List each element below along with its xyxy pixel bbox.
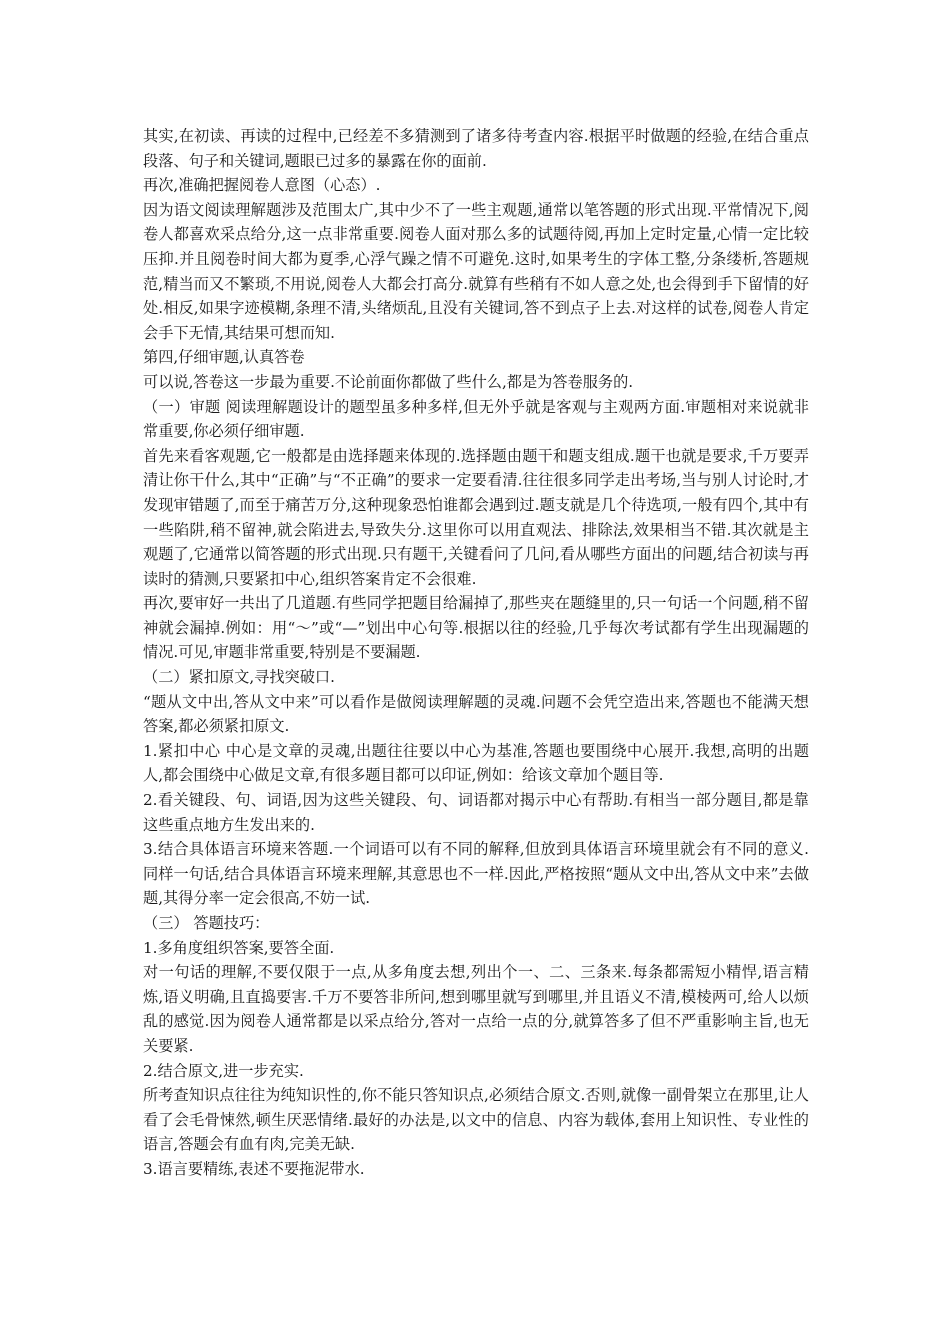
paragraph-multi-angle-detail: 对一句话的理解,不要仅限于一点,从多角度去想,列出个一、二、三条来.每条都需短小精悍,语言精炼,语义明确,且直捣要害.千万不要答非所问,想到哪里就写到哪里,并且语义不清,模棱两可,给人以烦乱的感觉.因为阅卷人通常都是以采点给分,答对一点给一点的分,就算答多了但不严重影响主旨,也无关要紧. (143, 963, 809, 1055)
paragraph-count-questions: 再次,要审好一共出了几道题.有些同学把题目给漏掉了,那些夹在题缝里的,只一句话一个问题,稍不留神就会漏掉.例如：用“～”或“—”划出中心句等.根据以往的经验,几乎每次考试都有学生出现漏题的情况.可见,审题非常重要,特别是不要漏题. (143, 594, 809, 662)
paragraph-grader-intent: 再次,准确把握阅卷人意图（心态）. (143, 176, 381, 195)
item-language-context: 3.结合具体语言环境来答题.一个词语可以有不同的解释,但放到具体语言环境里就会有不同的意义.同样一句话,结合具体语言环境来理解,其意思也不一样.因此,严格按照“题从文中出,答从文中来”去做题,其得分率一定会很高,不妨一试. (143, 840, 809, 908)
item-key-sentences: 2.看关键段、句、词语,因为这些关键段、句、词语都对揭示中心有帮助.有相当一部分题目,都是靠这些重点地方生发出来的. (143, 791, 809, 834)
section-two-original-text: （二）紧扣原文,寻找突破口. (143, 668, 335, 687)
paragraph-subjective-grading: 因为语文阅读理解题涉及范围太广,其中少不了一些主观题,通常以笔答题的形式出现.平常情况下,阅卷人都喜欢采点给分,这一点非常重要.阅卷人面对那么多的试题待阅,再加上定时定量,心情一定比较压抑.并且阅卷时间大都为夏季,心浮气躁之情不可避免.这时,如果考生的字体工整,分条缕析,答题规范,精当而又不繁琐,不用说,阅卷人大都会打高分.就算有些稍有不如人意之处,也会得到手下留情的好处.相反,如果字迹模糊,条理不清,头绪烦乱,且没有关键词,答不到点子上去.对这样的试卷,阅卷人肯定会手下无情,其结果可想而知. (143, 200, 809, 342)
paragraph-answer-importance: 可以说,答卷这一步最为重要.不论前面你都做了些什么,都是为答卷服务的. (143, 372, 634, 391)
paragraph-objective-questions: 首先来看客观题,它一般都是由选择题来体现的.选择题由题干和题支组成.题干也就是要求,千万要弄清让你干什么,其中“正确”与“不正确”的要求一定要看清.往往很多同学走出考场,当与别人讨论时,才发现审错题了,而至于痛苦万分,这种现象恐怕谁都会遇到过.题支就是几个待选项,一般有四个,其中有一些陷阱,稍不留神,就会陷进去,导致失分.这里你可以用直观法、排除法,效果相当不错.其次就是主观题了,它通常以简答题的形式出现.只有题干,关键看问了几问,看从哪些方面出的问题,结合初读与再读时的猜测,只要紧扣中心,组织答案肯定不会很难. (143, 446, 809, 588)
item-combine-text: 2.结合原文,进一步充实. (143, 1061, 304, 1080)
paragraph-guess-content: 其实,在初读、再读的过程中,已经差不多猜测到了诸多待考查内容.根据平时做题的经验,在结合重点段落、句子和关键词,题眼已过多的暴露在你的面前. (143, 127, 809, 170)
heading-step-four: 第四,仔细审题,认真答卷 (143, 348, 305, 367)
section-three-techniques: （三） 答题技巧： (143, 914, 270, 932)
item-focus-center: 1.紧扣中心 中心是文章的灵魂,出题往往要以中心为基准,答题也要围绕中心展开.我想,高明的出题人,都会围绕中心做足文章,有很多题目都可以印证,例如：给该文章加个题目等. (143, 741, 809, 785)
paragraph-soul-of-reading: “题从文中出,答从文中来”可以看作是做阅读理解题的灵魂.问题不会凭空造出来,答题也不能满天想答案,都必须紧扣原文. (143, 692, 809, 736)
section-one-review: （一）审题 阅读理解题设计的题型虽多种多样,但无外乎就是客观与主观两方面.审题相对来说就非常重要,你必须仔细审题. (143, 397, 809, 441)
item-concise-language: 3.语言要精练,表述不要拖泥带水. (143, 1159, 365, 1178)
document-body (143, 124, 809, 1182)
item-multi-angle: 1.多角度组织答案,要答全面. (143, 938, 335, 957)
paragraph-combine-detail: 所考查知识点往往为纯知识性的,你不能只答知识点,必须结合原文.否则,就像一副骨架立在那里,让人看了会毛骨悚然,顿生厌恶情绪.最好的办法是,以文中的信息、内容为载体,套用上知识性、专业性的语言,答题会有血有肉,完美无缺. (143, 1086, 809, 1154)
